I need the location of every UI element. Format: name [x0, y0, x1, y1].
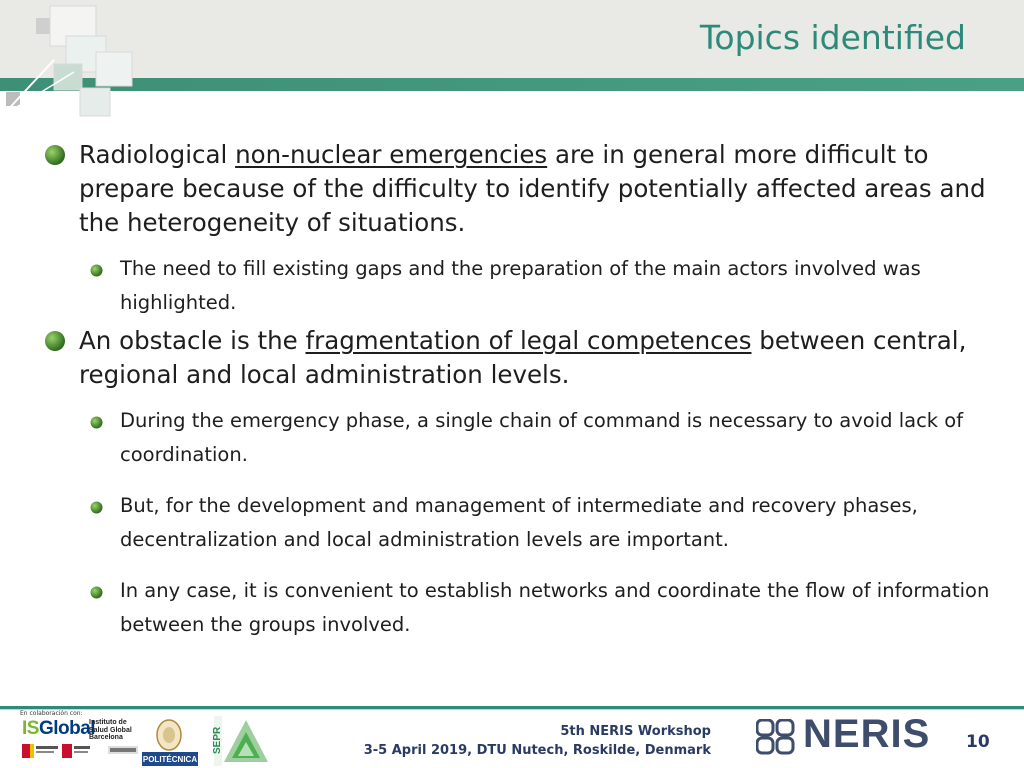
politecnica-logo [142, 752, 198, 766]
slide-content [44, 138, 1009, 642]
decorative-squares [0, 0, 150, 118]
event-dates: 3-5 April 2019, DTU Nutech, Roskilde, Denmark [363, 743, 711, 758]
svg-text:POLITÉCNICA: POLITÉCNICA [142, 755, 198, 764]
bullet-1-text-post: are in general more difficult to prepare because of the difficulty to identify potentially affected areas and the heterogeneity of situations. [79, 140, 986, 237]
green-sphere-bullet-icon [90, 264, 103, 277]
green-sphere-bullet-icon [44, 144, 66, 166]
bullet-2 [44, 324, 1009, 392]
bullet-1-underlined: non-nuclear emergencies [235, 140, 548, 169]
bullet-2-sub-1-text: During the emergency phase, a single chain of command is necessary to avoid lack of coordination. [120, 409, 964, 466]
green-sphere-bullet-icon [90, 416, 103, 429]
green-sphere-bullet-icon [90, 586, 103, 599]
slide-title: Topics identified [699, 18, 966, 57]
bullet-2-sub-3-text: In any case, it is convenient to establish networks and coordinate the flow of information between the groups involved. [120, 579, 990, 636]
bullet-2-text-post: between central, regional and local administration levels. [79, 326, 967, 389]
green-sphere-bullet-icon [44, 330, 66, 352]
svg-text:SEPR: SEPR [212, 726, 223, 754]
collab-label: En colaboración con: [20, 710, 83, 717]
isglobal-logo: ISGlobal [22, 718, 96, 739]
green-sphere-bullet-icon [90, 501, 103, 514]
neris-logo-icon [756, 719, 796, 755]
bullet-1 [44, 138, 1009, 240]
bullet-1-sub-1-text: The need to fill existing gaps and the preparation of the main actors involved was highlighted. [120, 257, 921, 314]
bullet-2-sub-2 [44, 489, 1009, 557]
bullet-2-sub-3 [44, 574, 1009, 642]
bullet-2-underlined: fragmentation of legal competences [305, 326, 752, 355]
footer-rule-thin [0, 709, 1024, 710]
cienef-logo [108, 742, 138, 764]
bullet-2-text-pre: An obstacle is the [79, 326, 306, 355]
page-number: 10 [966, 732, 990, 752]
isglobal-institute-text: Instituto de Salud Global Barcelona [89, 719, 132, 741]
partner-logos-left [22, 742, 92, 766]
sepr-logo [210, 714, 272, 768]
bullet-1-text-pre: Radiological [79, 140, 236, 169]
header-band [0, 78, 1024, 91]
bullet-2-sub-1 [44, 404, 1009, 472]
neris-logo-text: NERIS [803, 712, 931, 756]
bullet-1-sub-1 [44, 252, 1009, 320]
event-title: 5th NERIS Workshop [560, 724, 711, 739]
event-info [364, 722, 711, 760]
bullet-2-sub-2-text: But, for the development and management of intermediate and recovery phases, decentralization and local administration levels are important. [120, 494, 918, 551]
upm-seal-icon [154, 718, 184, 752]
